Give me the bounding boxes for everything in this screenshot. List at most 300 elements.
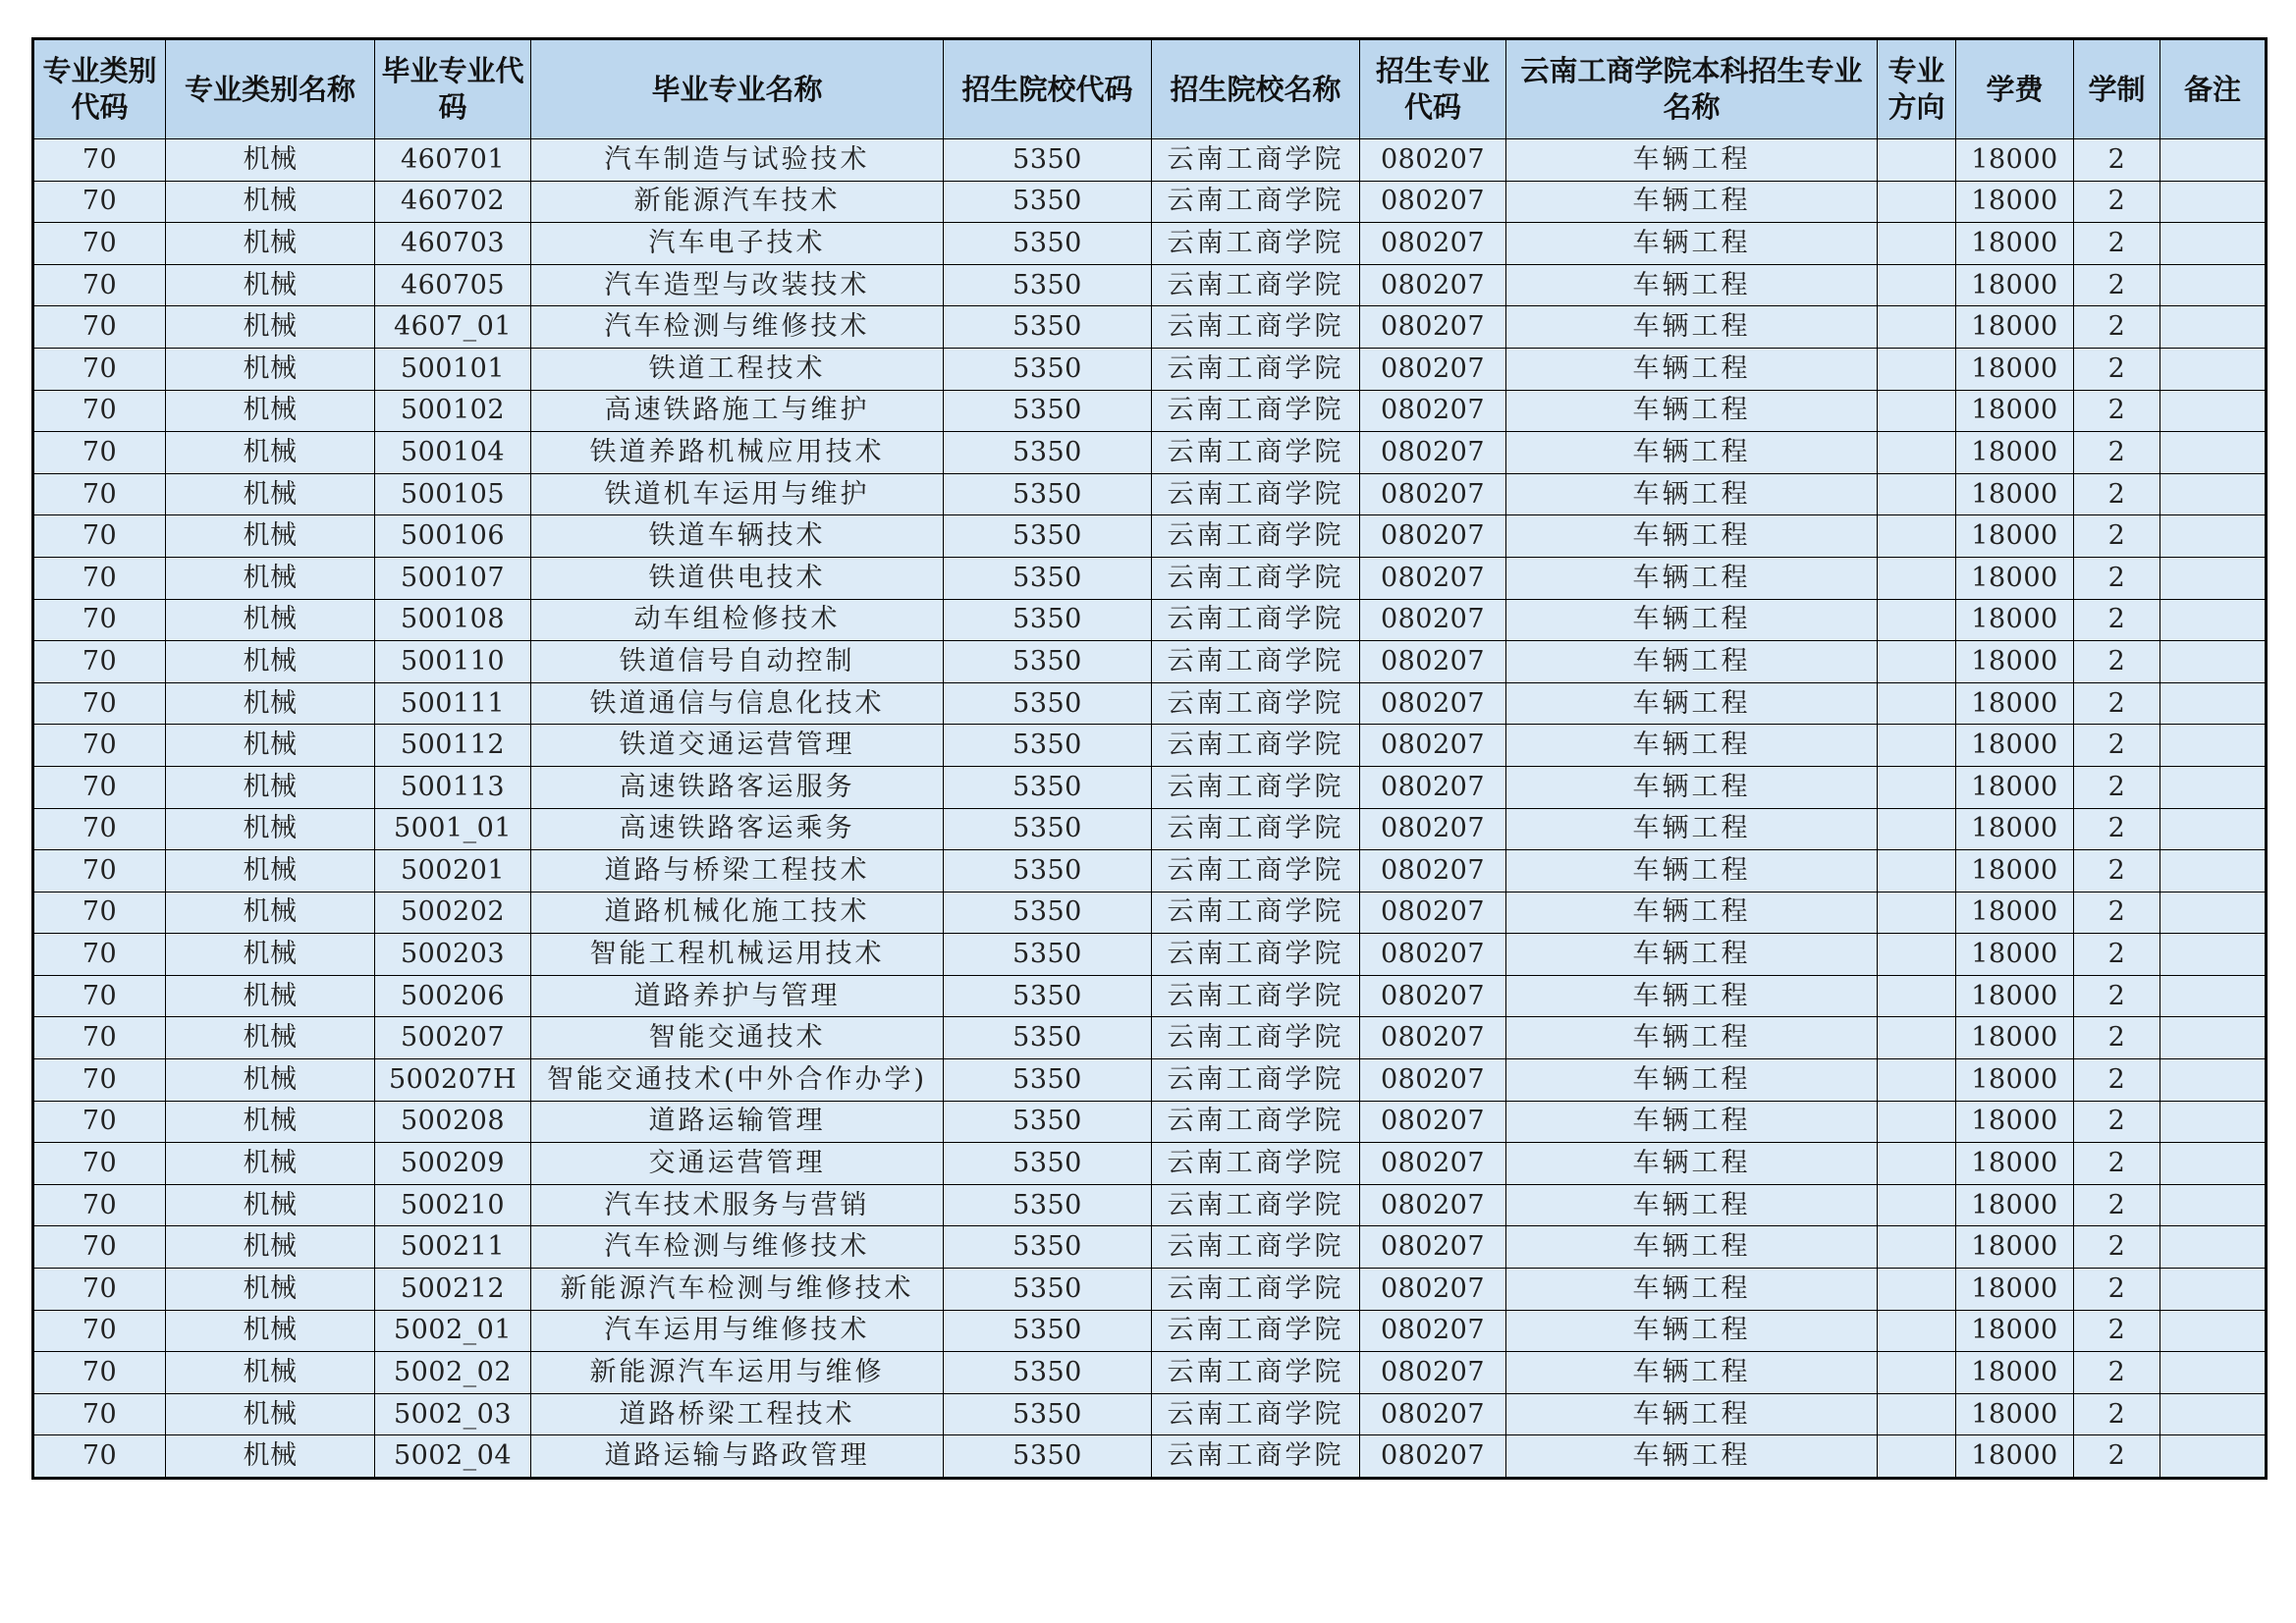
cell-tuition: 18000 [1956, 557, 2074, 599]
cell-category-code: 70 [33, 599, 166, 641]
cell-enroll-major-code: 080207 [1360, 766, 1506, 808]
cell-remarks [2160, 1059, 2267, 1102]
cell-tuition: 18000 [1956, 306, 2074, 349]
cell-category-name: 机械 [166, 1269, 375, 1311]
cell-remarks [2160, 1435, 2267, 1479]
cell-graduate-major-name: 道路运输与路政管理 [531, 1435, 944, 1479]
cell-graduate-major-name: 交通运营管理 [531, 1143, 944, 1185]
cell-remarks [2160, 515, 2267, 558]
cell-enroll-major-code: 080207 [1360, 641, 1506, 683]
cell-graduate-major-code: 500202 [375, 892, 531, 934]
cell-graduate-major-name: 新能源汽车检测与维修技术 [531, 1269, 944, 1311]
cell-school-name: 云南工商学院 [1152, 975, 1360, 1017]
cell-category-code: 70 [33, 1059, 166, 1102]
cell-graduate-major-code: 500111 [375, 682, 531, 725]
cell-enroll-major-name: 车辆工程 [1506, 599, 1878, 641]
cell-graduate-major-code: 5002_03 [375, 1393, 531, 1435]
cell-tuition: 18000 [1956, 1017, 2074, 1059]
cell-school-code: 5350 [944, 599, 1152, 641]
table-row [33, 1352, 2267, 1394]
table-row [33, 766, 2267, 808]
table-header [33, 39, 2267, 139]
cell-category-code: 70 [33, 1435, 166, 1479]
cell-enroll-major-name: 车辆工程 [1506, 264, 1878, 306]
cell-duration: 2 [2074, 975, 2160, 1017]
cell-graduate-major-name: 高速铁路客运服务 [531, 766, 944, 808]
cell-duration: 2 [2074, 1226, 2160, 1269]
cell-enroll-major-name: 车辆工程 [1506, 473, 1878, 515]
cell-enroll-major-code: 080207 [1360, 390, 1506, 432]
cell-category-code: 70 [33, 264, 166, 306]
cell-graduate-major-name: 智能工程机械运用技术 [531, 934, 944, 976]
cell-enroll-major-code: 080207 [1360, 139, 1506, 182]
cell-remarks [2160, 725, 2267, 767]
cell-enroll-major-name: 车辆工程 [1506, 1352, 1878, 1394]
cell-enroll-major-code: 080207 [1360, 599, 1506, 641]
cell-tuition: 18000 [1956, 515, 2074, 558]
cell-graduate-major-code: 500113 [375, 766, 531, 808]
cell-category-code: 70 [33, 1310, 166, 1352]
cell-enroll-major-code: 080207 [1360, 306, 1506, 349]
cell-enroll-major-code: 080207 [1360, 808, 1506, 850]
cell-remarks [2160, 850, 2267, 893]
cell-category-name: 机械 [166, 1310, 375, 1352]
cell-duration: 2 [2074, 850, 2160, 893]
cell-tuition: 18000 [1956, 348, 2074, 390]
cell-category-name: 机械 [166, 306, 375, 349]
table-row [33, 432, 2267, 474]
cell-category-name: 机械 [166, 1435, 375, 1479]
cell-graduate-major-name: 道路与桥梁工程技术 [531, 850, 944, 893]
cell-tuition: 18000 [1956, 850, 2074, 893]
cell-tuition: 18000 [1956, 682, 2074, 725]
cell-school-code: 5350 [944, 808, 1152, 850]
cell-tuition: 18000 [1956, 1143, 2074, 1185]
cell-graduate-major-code: 500207H [375, 1059, 531, 1102]
cell-direction [1878, 1269, 1956, 1311]
header-category-name: 专业类别名称 [166, 39, 375, 139]
cell-enroll-major-code: 080207 [1360, 1017, 1506, 1059]
header-duration: 学制 [2074, 39, 2160, 139]
cell-school-code: 5350 [944, 641, 1152, 683]
cell-graduate-major-name: 汽车制造与试验技术 [531, 139, 944, 182]
cell-category-name: 机械 [166, 766, 375, 808]
cell-school-name: 云南工商学院 [1152, 1101, 1360, 1143]
cell-school-name: 云南工商学院 [1152, 641, 1360, 683]
cell-category-code: 70 [33, 473, 166, 515]
cell-school-code: 5350 [944, 892, 1152, 934]
cell-school-code: 5350 [944, 1352, 1152, 1394]
cell-category-name: 机械 [166, 1184, 375, 1226]
cell-enroll-major-code: 080207 [1360, 725, 1506, 767]
cell-graduate-major-name: 汽车检测与维修技术 [531, 306, 944, 349]
cell-enroll-major-code: 080207 [1360, 473, 1506, 515]
cell-tuition: 18000 [1956, 473, 2074, 515]
cell-school-name: 云南工商学院 [1152, 934, 1360, 976]
table-row [33, 1310, 2267, 1352]
cell-school-name: 云南工商学院 [1152, 557, 1360, 599]
table-row [33, 557, 2267, 599]
table-row [33, 473, 2267, 515]
cell-school-name: 云南工商学院 [1152, 432, 1360, 474]
cell-school-code: 5350 [944, 1184, 1152, 1226]
cell-graduate-major-name: 铁道供电技术 [531, 557, 944, 599]
cell-school-code: 5350 [944, 1017, 1152, 1059]
cell-graduate-major-name: 智能交通技术 [531, 1017, 944, 1059]
cell-graduate-major-code: 500112 [375, 725, 531, 767]
cell-graduate-major-name: 铁道通信与信息化技术 [531, 682, 944, 725]
cell-duration: 2 [2074, 264, 2160, 306]
cell-graduate-major-code: 500104 [375, 432, 531, 474]
cell-remarks [2160, 1226, 2267, 1269]
cell-enroll-major-name: 车辆工程 [1506, 1435, 1878, 1479]
table-row [33, 725, 2267, 767]
cell-enroll-major-name: 车辆工程 [1506, 306, 1878, 349]
cell-category-name: 机械 [166, 557, 375, 599]
cell-remarks [2160, 306, 2267, 349]
cell-category-name: 机械 [166, 139, 375, 182]
cell-school-name: 云南工商学院 [1152, 515, 1360, 558]
cell-tuition: 18000 [1956, 892, 2074, 934]
cell-graduate-major-name: 铁道交通运营管理 [531, 725, 944, 767]
cell-enroll-major-code: 080207 [1360, 682, 1506, 725]
cell-graduate-major-code: 500106 [375, 515, 531, 558]
cell-graduate-major-code: 500108 [375, 599, 531, 641]
cell-direction [1878, 850, 1956, 893]
cell-enroll-major-code: 080207 [1360, 934, 1506, 976]
cell-duration: 2 [2074, 1143, 2160, 1185]
header-remarks: 备注 [2160, 39, 2267, 139]
cell-graduate-major-code: 460702 [375, 181, 531, 223]
cell-graduate-major-name: 高速铁路客运乘务 [531, 808, 944, 850]
cell-remarks [2160, 1269, 2267, 1311]
cell-direction [1878, 1143, 1956, 1185]
cell-direction [1878, 725, 1956, 767]
cell-graduate-major-name: 道路桥梁工程技术 [531, 1393, 944, 1435]
cell-enroll-major-code: 080207 [1360, 1059, 1506, 1102]
cell-graduate-major-code: 5001_01 [375, 808, 531, 850]
table-body [33, 139, 2267, 1479]
cell-graduate-major-code: 460703 [375, 223, 531, 265]
cell-enroll-major-name: 车辆工程 [1506, 682, 1878, 725]
cell-duration: 2 [2074, 1310, 2160, 1352]
cell-enroll-major-name: 车辆工程 [1506, 725, 1878, 767]
cell-school-code: 5350 [944, 1226, 1152, 1269]
cell-school-name: 云南工商学院 [1152, 850, 1360, 893]
cell-school-code: 5350 [944, 1393, 1152, 1435]
cell-remarks [2160, 1101, 2267, 1143]
cell-duration: 2 [2074, 515, 2160, 558]
cell-category-code: 70 [33, 975, 166, 1017]
cell-tuition: 18000 [1956, 1310, 2074, 1352]
cell-school-code: 5350 [944, 139, 1152, 182]
cell-duration: 2 [2074, 1352, 2160, 1394]
cell-category-code: 70 [33, 181, 166, 223]
cell-remarks [2160, 1352, 2267, 1394]
cell-enroll-major-code: 080207 [1360, 264, 1506, 306]
cell-tuition: 18000 [1956, 725, 2074, 767]
cell-remarks [2160, 892, 2267, 934]
cell-school-code: 5350 [944, 432, 1152, 474]
cell-duration: 2 [2074, 348, 2160, 390]
cell-category-name: 机械 [166, 264, 375, 306]
cell-category-name: 机械 [166, 808, 375, 850]
cell-remarks [2160, 1184, 2267, 1226]
cell-category-code: 70 [33, 1226, 166, 1269]
cell-category-code: 70 [33, 1352, 166, 1394]
table-row [33, 306, 2267, 349]
cell-graduate-major-code: 5002_04 [375, 1435, 531, 1479]
cell-duration: 2 [2074, 139, 2160, 182]
cell-enroll-major-code: 080207 [1360, 892, 1506, 934]
cell-school-name: 云南工商学院 [1152, 1226, 1360, 1269]
cell-graduate-major-code: 500203 [375, 934, 531, 976]
cell-duration: 2 [2074, 1184, 2160, 1226]
cell-graduate-major-name: 汽车检测与维修技术 [531, 1226, 944, 1269]
cell-duration: 2 [2074, 808, 2160, 850]
cell-remarks [2160, 264, 2267, 306]
cell-remarks [2160, 934, 2267, 976]
cell-enroll-major-code: 080207 [1360, 1352, 1506, 1394]
cell-tuition: 18000 [1956, 1352, 2074, 1394]
cell-enroll-major-code: 080207 [1360, 1143, 1506, 1185]
cell-enroll-major-name: 车辆工程 [1506, 892, 1878, 934]
cell-school-name: 云南工商学院 [1152, 1352, 1360, 1394]
cell-enroll-major-name: 车辆工程 [1506, 557, 1878, 599]
cell-graduate-major-name: 新能源汽车运用与维修 [531, 1352, 944, 1394]
cell-category-name: 机械 [166, 181, 375, 223]
cell-school-name: 云南工商学院 [1152, 1310, 1360, 1352]
cell-graduate-major-code: 5002_01 [375, 1310, 531, 1352]
cell-graduate-major-code: 500102 [375, 390, 531, 432]
cell-category-name: 机械 [166, 725, 375, 767]
cell-direction [1878, 390, 1956, 432]
cell-category-name: 机械 [166, 473, 375, 515]
cell-graduate-major-code: 500209 [375, 1143, 531, 1185]
cell-school-name: 云南工商学院 [1152, 1143, 1360, 1185]
cell-direction [1878, 139, 1956, 182]
cell-category-name: 机械 [166, 223, 375, 265]
cell-direction [1878, 515, 1956, 558]
cell-school-name: 云南工商学院 [1152, 306, 1360, 349]
cell-tuition: 18000 [1956, 1435, 2074, 1479]
cell-category-code: 70 [33, 139, 166, 182]
cell-category-name: 机械 [166, 682, 375, 725]
cell-graduate-major-code: 500107 [375, 557, 531, 599]
cell-remarks [2160, 599, 2267, 641]
cell-enroll-major-name: 车辆工程 [1506, 181, 1878, 223]
cell-school-name: 云南工商学院 [1152, 1393, 1360, 1435]
cell-direction [1878, 348, 1956, 390]
cell-graduate-major-code: 460701 [375, 139, 531, 182]
cell-graduate-major-name: 道路机械化施工技术 [531, 892, 944, 934]
cell-category-name: 机械 [166, 934, 375, 976]
cell-graduate-major-name: 道路养护与管理 [531, 975, 944, 1017]
cell-duration: 2 [2074, 1017, 2160, 1059]
table-row [33, 139, 2267, 182]
cell-enroll-major-code: 080207 [1360, 223, 1506, 265]
cell-tuition: 18000 [1956, 432, 2074, 474]
cell-duration: 2 [2074, 1393, 2160, 1435]
cell-school-name: 云南工商学院 [1152, 808, 1360, 850]
table-row [33, 348, 2267, 390]
cell-category-name: 机械 [166, 1352, 375, 1394]
cell-remarks [2160, 139, 2267, 182]
cell-school-code: 5350 [944, 975, 1152, 1017]
cell-duration: 2 [2074, 725, 2160, 767]
cell-enroll-major-name: 车辆工程 [1506, 1269, 1878, 1311]
cell-school-code: 5350 [944, 390, 1152, 432]
cell-duration: 2 [2074, 473, 2160, 515]
cell-remarks [2160, 808, 2267, 850]
cell-category-name: 机械 [166, 850, 375, 893]
cell-tuition: 18000 [1956, 139, 2074, 182]
cell-direction [1878, 808, 1956, 850]
table-row [33, 975, 2267, 1017]
cell-enroll-major-code: 080207 [1360, 1269, 1506, 1311]
cell-school-code: 5350 [944, 473, 1152, 515]
cell-category-name: 机械 [166, 1101, 375, 1143]
cell-category-name: 机械 [166, 599, 375, 641]
cell-duration: 2 [2074, 766, 2160, 808]
cell-direction [1878, 641, 1956, 683]
cell-enroll-major-code: 080207 [1360, 1393, 1506, 1435]
cell-graduate-major-code: 500207 [375, 1017, 531, 1059]
cell-direction [1878, 1017, 1956, 1059]
cell-graduate-major-name: 新能源汽车技术 [531, 181, 944, 223]
cell-school-name: 云南工商学院 [1152, 1059, 1360, 1102]
cell-direction [1878, 682, 1956, 725]
cell-enroll-major-code: 080207 [1360, 1101, 1506, 1143]
cell-duration: 2 [2074, 599, 2160, 641]
cell-school-code: 5350 [944, 1143, 1152, 1185]
cell-direction [1878, 306, 1956, 349]
cell-tuition: 18000 [1956, 1101, 2074, 1143]
cell-duration: 2 [2074, 557, 2160, 599]
cell-direction [1878, 557, 1956, 599]
enrollment-table [31, 37, 2268, 1480]
cell-category-code: 70 [33, 641, 166, 683]
cell-graduate-major-code: 500101 [375, 348, 531, 390]
header-category-code: 专业类别代码 [33, 39, 166, 139]
cell-enroll-major-code: 080207 [1360, 432, 1506, 474]
cell-school-code: 5350 [944, 1310, 1152, 1352]
cell-direction [1878, 1184, 1956, 1226]
cell-enroll-major-code: 080207 [1360, 515, 1506, 558]
cell-enroll-major-name: 车辆工程 [1506, 1101, 1878, 1143]
cell-remarks [2160, 766, 2267, 808]
cell-enroll-major-code: 080207 [1360, 557, 1506, 599]
cell-duration: 2 [2074, 390, 2160, 432]
cell-graduate-major-code: 500211 [375, 1226, 531, 1269]
cell-graduate-major-code: 4607_01 [375, 306, 531, 349]
cell-graduate-major-name: 智能交通技术(中外合作办学) [531, 1059, 944, 1102]
header-direction: 专业方向 [1878, 39, 1956, 139]
cell-school-name: 云南工商学院 [1152, 892, 1360, 934]
cell-graduate-major-name: 铁道信号自动控制 [531, 641, 944, 683]
cell-duration: 2 [2074, 641, 2160, 683]
table-row [33, 1059, 2267, 1102]
cell-school-code: 5350 [944, 181, 1152, 223]
cell-category-name: 机械 [166, 892, 375, 934]
cell-school-name: 云南工商学院 [1152, 1184, 1360, 1226]
cell-enroll-major-name: 车辆工程 [1506, 1059, 1878, 1102]
table-row [33, 1435, 2267, 1479]
cell-category-code: 70 [33, 223, 166, 265]
header-tuition: 学费 [1956, 39, 2074, 139]
cell-duration: 2 [2074, 892, 2160, 934]
cell-school-name: 云南工商学院 [1152, 1017, 1360, 1059]
cell-duration: 2 [2074, 181, 2160, 223]
header-enroll-major-code: 招生专业代码 [1360, 39, 1506, 139]
cell-school-code: 5350 [944, 766, 1152, 808]
table-row [33, 1226, 2267, 1269]
header-graduate-major-code: 毕业专业代码 [375, 39, 531, 139]
header-school-code: 招生院校代码 [944, 39, 1152, 139]
cell-category-code: 70 [33, 1101, 166, 1143]
cell-graduate-major-name: 铁道车辆技术 [531, 515, 944, 558]
cell-graduate-major-name: 动车组检修技术 [531, 599, 944, 641]
table-row [33, 264, 2267, 306]
cell-direction [1878, 1059, 1956, 1102]
table-row [33, 892, 2267, 934]
cell-category-name: 机械 [166, 1017, 375, 1059]
cell-tuition: 18000 [1956, 181, 2074, 223]
cell-remarks [2160, 181, 2267, 223]
header-enroll-major-name: 云南工商学院本科招生专业名称 [1506, 39, 1878, 139]
cell-category-name: 机械 [166, 1226, 375, 1269]
table-row [33, 1269, 2267, 1311]
cell-enroll-major-name: 车辆工程 [1506, 139, 1878, 182]
cell-tuition: 18000 [1956, 1184, 2074, 1226]
cell-category-code: 70 [33, 557, 166, 599]
table-row [33, 682, 2267, 725]
cell-enroll-major-name: 车辆工程 [1506, 975, 1878, 1017]
table-row [33, 1184, 2267, 1226]
cell-enroll-major-name: 车辆工程 [1506, 1226, 1878, 1269]
table-row [33, 808, 2267, 850]
cell-category-name: 机械 [166, 390, 375, 432]
cell-graduate-major-code: 500208 [375, 1101, 531, 1143]
cell-enroll-major-name: 车辆工程 [1506, 223, 1878, 265]
table-row [33, 1393, 2267, 1435]
cell-graduate-major-name: 道路运输管理 [531, 1101, 944, 1143]
cell-graduate-major-name: 铁道养路机械应用技术 [531, 432, 944, 474]
cell-category-code: 70 [33, 682, 166, 725]
cell-direction [1878, 1435, 1956, 1479]
cell-category-name: 机械 [166, 515, 375, 558]
table-row [33, 934, 2267, 976]
cell-graduate-major-code: 500210 [375, 1184, 531, 1226]
cell-category-name: 机械 [166, 432, 375, 474]
cell-school-name: 云南工商学院 [1152, 725, 1360, 767]
cell-remarks [2160, 1393, 2267, 1435]
cell-direction [1878, 766, 1956, 808]
cell-category-code: 70 [33, 892, 166, 934]
cell-direction [1878, 599, 1956, 641]
cell-direction [1878, 892, 1956, 934]
cell-enroll-major-code: 080207 [1360, 975, 1506, 1017]
cell-direction [1878, 1393, 1956, 1435]
cell-direction [1878, 934, 1956, 976]
cell-graduate-major-name: 汽车造型与改装技术 [531, 264, 944, 306]
cell-school-name: 云南工商学院 [1152, 473, 1360, 515]
cell-category-code: 70 [33, 306, 166, 349]
cell-enroll-major-name: 车辆工程 [1506, 850, 1878, 893]
cell-enroll-major-name: 车辆工程 [1506, 1310, 1878, 1352]
cell-remarks [2160, 557, 2267, 599]
cell-enroll-major-name: 车辆工程 [1506, 934, 1878, 976]
